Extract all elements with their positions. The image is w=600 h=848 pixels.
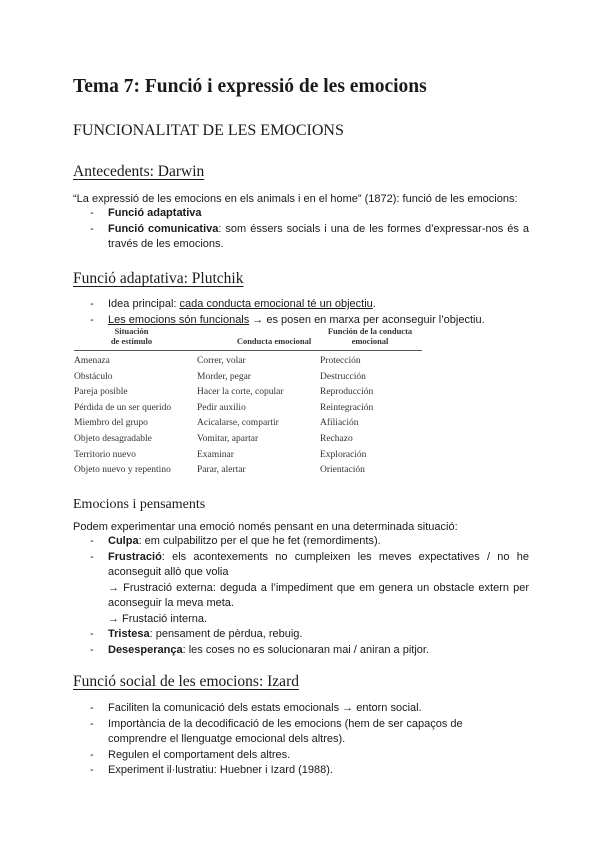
list-item: - Faciliten la comunicació dels estats emocionals → entorn social. [73, 701, 533, 717]
table-cell: Examinar [197, 449, 234, 460]
table-cell: Morder, pegar [197, 371, 251, 382]
table-cell: Vomitar, apartar [197, 434, 259, 444]
table-cell: Orientación [320, 465, 365, 476]
table-header: Función de la conducta emocional [327, 326, 413, 346]
section-subtitle: FUNCIONALITAT DE LES EMOCIONS [73, 122, 344, 139]
table-cell: Pérdida de un ser querido [74, 402, 172, 413]
table-header: Situación de estímulo [110, 326, 153, 346]
table-cell: Protección [320, 356, 361, 366]
list-item: - Desesperança: les coses no es solucionaran mai / aniran a pitjor. [73, 643, 529, 659]
heading-plutchik: Funció adaptativa: Plutchik [73, 270, 244, 287]
darwin-list [73, 206, 529, 253]
table-cell: Miembro del grupo [74, 418, 148, 429]
table-cell: Territorio nuevo [74, 449, 136, 460]
list-item: - Idea principal: cada conducta emocional té un objectiu. [73, 297, 533, 313]
heading-izard: Funció social de les emocions: Izard [73, 673, 299, 690]
table-cell: Reproducción [320, 387, 374, 398]
list-item: - Regulen el comportament dels altres. [73, 748, 533, 764]
list-item: - Culpa: em culpabilitzo per el que he fet (remordiments). [73, 534, 529, 550]
table-cell: Rechazo [320, 434, 353, 444]
page-title: Tema 7: Funció i expressió de les emocions [73, 76, 427, 97]
heading-emocions-pensaments: Emocions i pensaments [73, 497, 206, 512]
table-cell: Afiliación [320, 418, 359, 429]
heading-darwin: Antecedents: Darwin [73, 163, 205, 180]
list-item: - Funció comunicativa: som éssers socials i una de les formes d’expressar-nos és a través de les emocions. [73, 222, 529, 253]
table-cell: Hacer la corte, copular [197, 387, 284, 398]
table-cell: Reintegración [320, 402, 374, 413]
pensaments-list [73, 534, 529, 658]
list-item: - Frustració: els acontexements no cumpleixen les meves expectatives / no he aconseguit allò que volia → Frustració externa: deguda a l’impediment que em genera un obstacle extern per aconseguir la meva meta. → Frustació interna. [73, 550, 529, 628]
table-cell: Pedir auxilio [197, 402, 246, 413]
table-cell: Objeto desagradable [74, 434, 152, 444]
table-cell: Parar, alertar [197, 465, 246, 476]
table-cell: Pareja posible [74, 387, 128, 398]
table-cell: Destrucción [320, 371, 366, 382]
table-cell: Correr, volar [197, 356, 246, 366]
plutchik-list [73, 297, 533, 328]
izard-list [73, 701, 533, 779]
table-cell: Amenaza [74, 356, 110, 366]
list-item: - Importància de la decodificació de les emocions (hem de ser capaços de comprendre el llenguatge emocional dels altres). [73, 717, 533, 748]
darwin-intro: “La expressió de les emocions en els animals i en el home” (1872): funció de les emocions: [73, 193, 518, 205]
plutchik-table [74, 326, 424, 476]
table-cell: Obstáculo [74, 371, 113, 382]
list-item: - Funció adaptativa [73, 206, 529, 222]
table-rule [74, 350, 422, 351]
table-cell: Objeto nuevo y repentino [74, 465, 171, 476]
list-item: - Experiment il·lustratiu: Huebner i Izard (1988). [73, 763, 533, 779]
list-item: - Tristesa: pensament de pèrdua, rebuig. [73, 627, 529, 643]
pensaments-intro: Podem experimentar una emoció només pensant en una determinada situació: [73, 521, 458, 533]
table-cell: Acicalarse, compartir [197, 418, 279, 429]
table-header: Conducta emocional [236, 336, 312, 346]
list-item: - Les emocions són funcionals → es posen en marxa per aconseguir l’objectiu. [73, 313, 533, 329]
table-cell: Exploración [320, 449, 367, 460]
